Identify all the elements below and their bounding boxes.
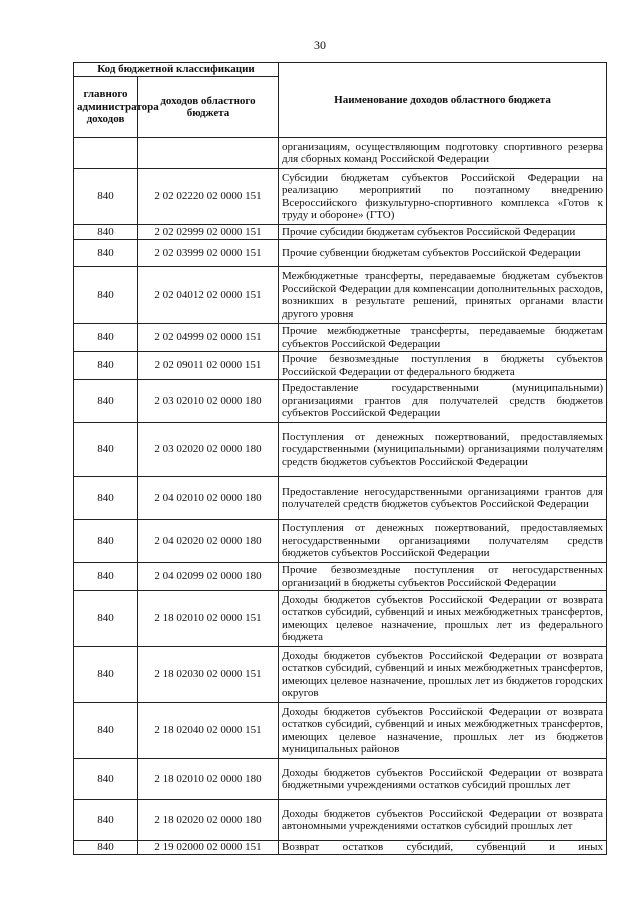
income-name: Поступления от денежных пожертвований, предоставляемых государственными (муниципальными) организациями получателям средств бюджетов субъектов Российской Федерации <box>279 423 607 477</box>
header-code-group: Код бюджетной классификации <box>74 63 279 77</box>
header-name: Наименование доходов областного бюджета <box>279 63 607 138</box>
admin-code: 840 <box>74 520 138 563</box>
income-code: 2 04 02020 02 0000 180 <box>138 520 279 563</box>
admin-code: 840 <box>74 240 138 267</box>
admin-code: 840 <box>74 841 138 855</box>
table-row <box>74 267 607 324</box>
income-code: 2 04 02010 02 0000 180 <box>138 477 279 520</box>
income-code: 2 04 02099 02 0000 180 <box>138 563 279 591</box>
income-code: 2 18 02020 02 0000 180 <box>138 800 279 841</box>
table-row <box>74 477 607 520</box>
income-name: Предоставление негосударственными организациями грантов для получателей средств бюджетов субъектов Российской Федерации <box>279 477 607 520</box>
table-row <box>74 520 607 563</box>
admin-code: 840 <box>74 759 138 800</box>
table-row <box>74 169 607 225</box>
table-row <box>74 703 607 759</box>
admin-code: 840 <box>74 380 138 423</box>
income-code: 2 03 02010 02 0000 180 <box>138 380 279 423</box>
income-code: 2 02 04012 02 0000 151 <box>138 267 279 324</box>
table-row <box>74 841 607 855</box>
admin-code: 840 <box>74 703 138 759</box>
table-row <box>74 240 607 267</box>
income-code: 2 03 02020 02 0000 180 <box>138 423 279 477</box>
income-code: 2 18 02040 02 0000 151 <box>138 703 279 759</box>
table-row <box>74 647 607 703</box>
income-name: Доходы бюджетов субъектов Российской Федерации от возврата остатков субсидий, субвенций и иных межбюджетных трансфертов, имеющих целевое назначение, прошлых лет из бюджетов муниципальных районов <box>279 703 607 759</box>
admin-code: 840 <box>74 423 138 477</box>
income-name: Межбюджетные трансферты, передаваемые бюджетам субъектов Российской Федерации для компенсации дополнительных расходов, возникших в результате решений, принятых органами власти другого уровня <box>279 267 607 324</box>
admin-code: 840 <box>74 647 138 703</box>
header-admin: главного администратора доходов <box>74 77 138 138</box>
income-code: 2 19 02000 02 0000 151 <box>138 841 279 855</box>
header-income-code: доходов областного бюджета <box>138 77 279 138</box>
income-name: Возврат остатков субсидий, субвенций и иных <box>279 841 607 855</box>
table-row <box>74 759 607 800</box>
income-name: Доходы бюджетов субъектов Российской Федерации от возврата остатков субсидий, субвенций и иных межбюджетных трансфертов, имеющих целевое назначение, прошлых лет из федерального бюджета <box>279 591 607 647</box>
income-code: 2 02 04999 02 0000 151 <box>138 324 279 352</box>
table-row <box>74 423 607 477</box>
admin-code: 840 <box>74 800 138 841</box>
admin-code <box>74 138 138 169</box>
income-name: Прочие безвозмездные поступления в бюджеты субъектов Российской Федерации от федерального бюджета <box>279 352 607 380</box>
income-code: 2 02 03999 02 0000 151 <box>138 240 279 267</box>
income-code: 2 18 02010 02 0000 151 <box>138 591 279 647</box>
admin-code: 840 <box>74 267 138 324</box>
admin-code: 840 <box>74 169 138 225</box>
table-row <box>74 380 607 423</box>
income-name: Предоставление государственными (муниципальными) организациями грантов для получателей средств бюджетов субъектов Российской Федерации <box>279 380 607 423</box>
income-code <box>138 138 279 169</box>
table-row <box>74 352 607 380</box>
income-code: 2 18 02030 02 0000 151 <box>138 647 279 703</box>
income-code: 2 02 02999 02 0000 151 <box>138 225 279 240</box>
table-row <box>74 591 607 647</box>
income-name: Прочие субсидии бюджетам субъектов Российской Федерации <box>279 225 607 240</box>
table-row <box>74 138 607 169</box>
income-name: Доходы бюджетов субъектов Российской Федерации от возврата остатков субсидий, субвенций и иных межбюджетных трансфертов, имеющих целевое назначение, прошлых лет из бюджетов городских округов <box>279 647 607 703</box>
admin-code: 840 <box>74 591 138 647</box>
page-number: 30 <box>314 38 326 52</box>
admin-code: 840 <box>74 324 138 352</box>
admin-code: 840 <box>74 352 138 380</box>
income-code: 2 18 02010 02 0000 180 <box>138 759 279 800</box>
admin-code: 840 <box>74 225 138 240</box>
table-row <box>74 225 607 240</box>
table-row <box>74 800 607 841</box>
admin-code: 840 <box>74 563 138 591</box>
income-name: Прочие субвенции бюджетам субъектов Российской Федерации <box>279 240 607 267</box>
table-row <box>74 563 607 591</box>
income-code: 2 02 02220 02 0000 151 <box>138 169 279 225</box>
income-name: Поступления от денежных пожертвований, предоставляемых негосударственными организациями получателям средств бюджетов субъектов Российской Федерации <box>279 520 607 563</box>
income-name: Доходы бюджетов субъектов Российской Федерации от возврата автономными учреждениями остатков субсидий прошлых лет <box>279 800 607 841</box>
income-code: 2 02 09011 02 0000 151 <box>138 352 279 380</box>
income-name: Прочие межбюджетные трансферты, передаваемые бюджетам субъектов Российской Федерации <box>279 324 607 352</box>
income-name: Прочие безвозмездные поступления от негосударственных организаций в бюджеты субъектов Российской Федерации <box>279 563 607 591</box>
table-row <box>74 324 607 352</box>
budget-classification-table <box>73 62 607 855</box>
income-name: Субсидии бюджетам субъектов Российской Федерации на реализацию мероприятий по поэтапному внедрению Всероссийского физкультурно-спортивного комплекса «Готов к труду и обороне» (ГТО) <box>279 169 607 225</box>
income-name: организациям, осуществляющим подготовку спортивного резерва для сборных команд Российской Федерации <box>279 138 607 169</box>
admin-code: 840 <box>74 477 138 520</box>
income-name: Доходы бюджетов субъектов Российской Федерации от возврата бюджетными учреждениями остатков субсидий прошлых лет <box>279 759 607 800</box>
